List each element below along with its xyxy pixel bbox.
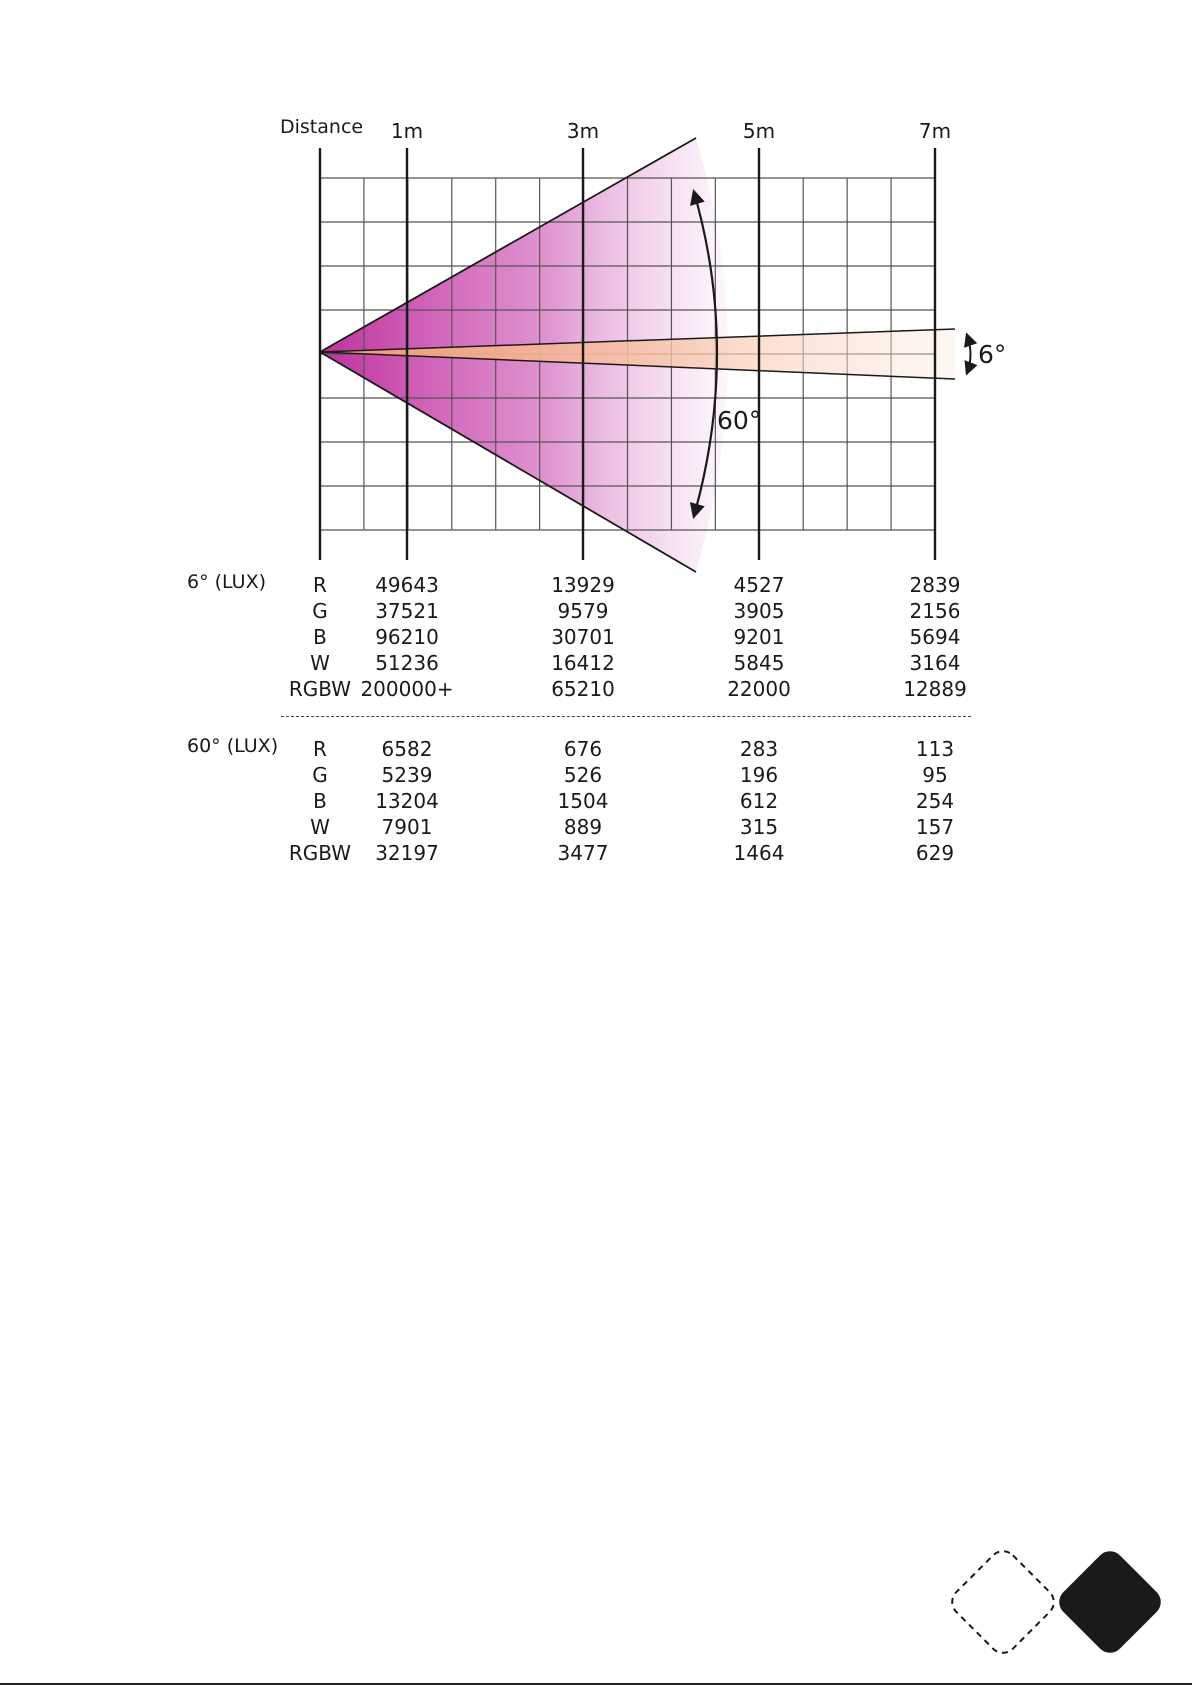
lux-value-cell: 96210 (375, 625, 439, 649)
wide-angle-label: 60° (717, 406, 762, 435)
lux-value-cell: 5239 (381, 763, 433, 787)
lux-value-cell: 13929 (551, 573, 615, 597)
lux-value-cell: 5694 (909, 625, 961, 649)
lux-value-cell: 526 (563, 763, 603, 787)
lux-value-cell: 9579 (557, 599, 609, 623)
channel-label: RGBW (288, 841, 352, 865)
lux-value-cell: 283 (739, 737, 779, 761)
lux-value-cell: 51236 (375, 651, 439, 675)
lux-value-cell: 676 (563, 737, 603, 761)
lux-value-cell: 3477 (557, 841, 609, 865)
distance-label-5m: 5m (742, 119, 776, 143)
channel-label: B (313, 625, 327, 649)
lux-value-cell: 1504 (557, 789, 609, 813)
lux-value-cell: 95 (922, 763, 948, 787)
lux-value-cell: 22000 (727, 677, 791, 701)
channel-label: RGBW (288, 677, 352, 701)
lux-value-cell: 3905 (733, 599, 785, 623)
lux-value-cell: 49643 (375, 573, 439, 597)
lux-value-cell: 7901 (381, 815, 433, 839)
lux-value-cell: 65210 (551, 677, 615, 701)
distance-label-1m: 1m (390, 119, 424, 143)
lux-value-cell: 12889 (903, 677, 967, 701)
lux-value-cell: 37521 (375, 599, 439, 623)
distance-label-3m: 3m (566, 119, 600, 143)
lux-value-cell: 157 (915, 815, 955, 839)
lux-value-cell: 2839 (909, 573, 961, 597)
lux-value-cell: 889 (563, 815, 603, 839)
distance-label-7m: 7m (918, 119, 952, 143)
channel-label: G (312, 599, 328, 623)
table-6deg-title: 6° (LUX) (187, 571, 267, 593)
channel-label: W (310, 651, 330, 675)
lux-value-cell: 315 (739, 815, 779, 839)
lux-value-cell: 5845 (733, 651, 785, 675)
lux-value-cell: 113 (915, 737, 955, 761)
lux-value-cell: 612 (739, 789, 779, 813)
lux-value-cell: 629 (915, 841, 955, 865)
lux-value-cell: 196 (739, 763, 779, 787)
lux-value-cell: 4527 (733, 573, 785, 597)
lux-value-cell: 13204 (375, 789, 439, 813)
distance-axis-label: Distance (280, 116, 364, 138)
lux-value-cell: 1464 (733, 841, 785, 865)
lux-value-cell: 9201 (733, 625, 785, 649)
narrow-angle-label: 6° (978, 340, 1007, 369)
channel-label: G (312, 763, 328, 787)
lux-value-cell: 3164 (909, 651, 961, 675)
lux-value-cell: 2156 (909, 599, 961, 623)
channel-label: B (313, 789, 327, 813)
lux-value-cell: 16412 (551, 651, 615, 675)
table-60deg-title: 60° (LUX) (187, 735, 279, 757)
lux-value-cell: 200000+ (360, 677, 454, 701)
channel-label: W (310, 815, 330, 839)
brand-diamond-logo (940, 1540, 1170, 1680)
channel-label: R (313, 737, 327, 761)
lux-value-cell: 254 (915, 789, 955, 813)
lux-value-cell: 30701 (551, 625, 615, 649)
channel-label: R (313, 573, 327, 597)
lux-value-cell: 6582 (381, 737, 433, 761)
table-divider (281, 716, 971, 717)
narrow-angle-arrow (967, 335, 971, 373)
lux-value-cell: 32197 (375, 841, 439, 865)
